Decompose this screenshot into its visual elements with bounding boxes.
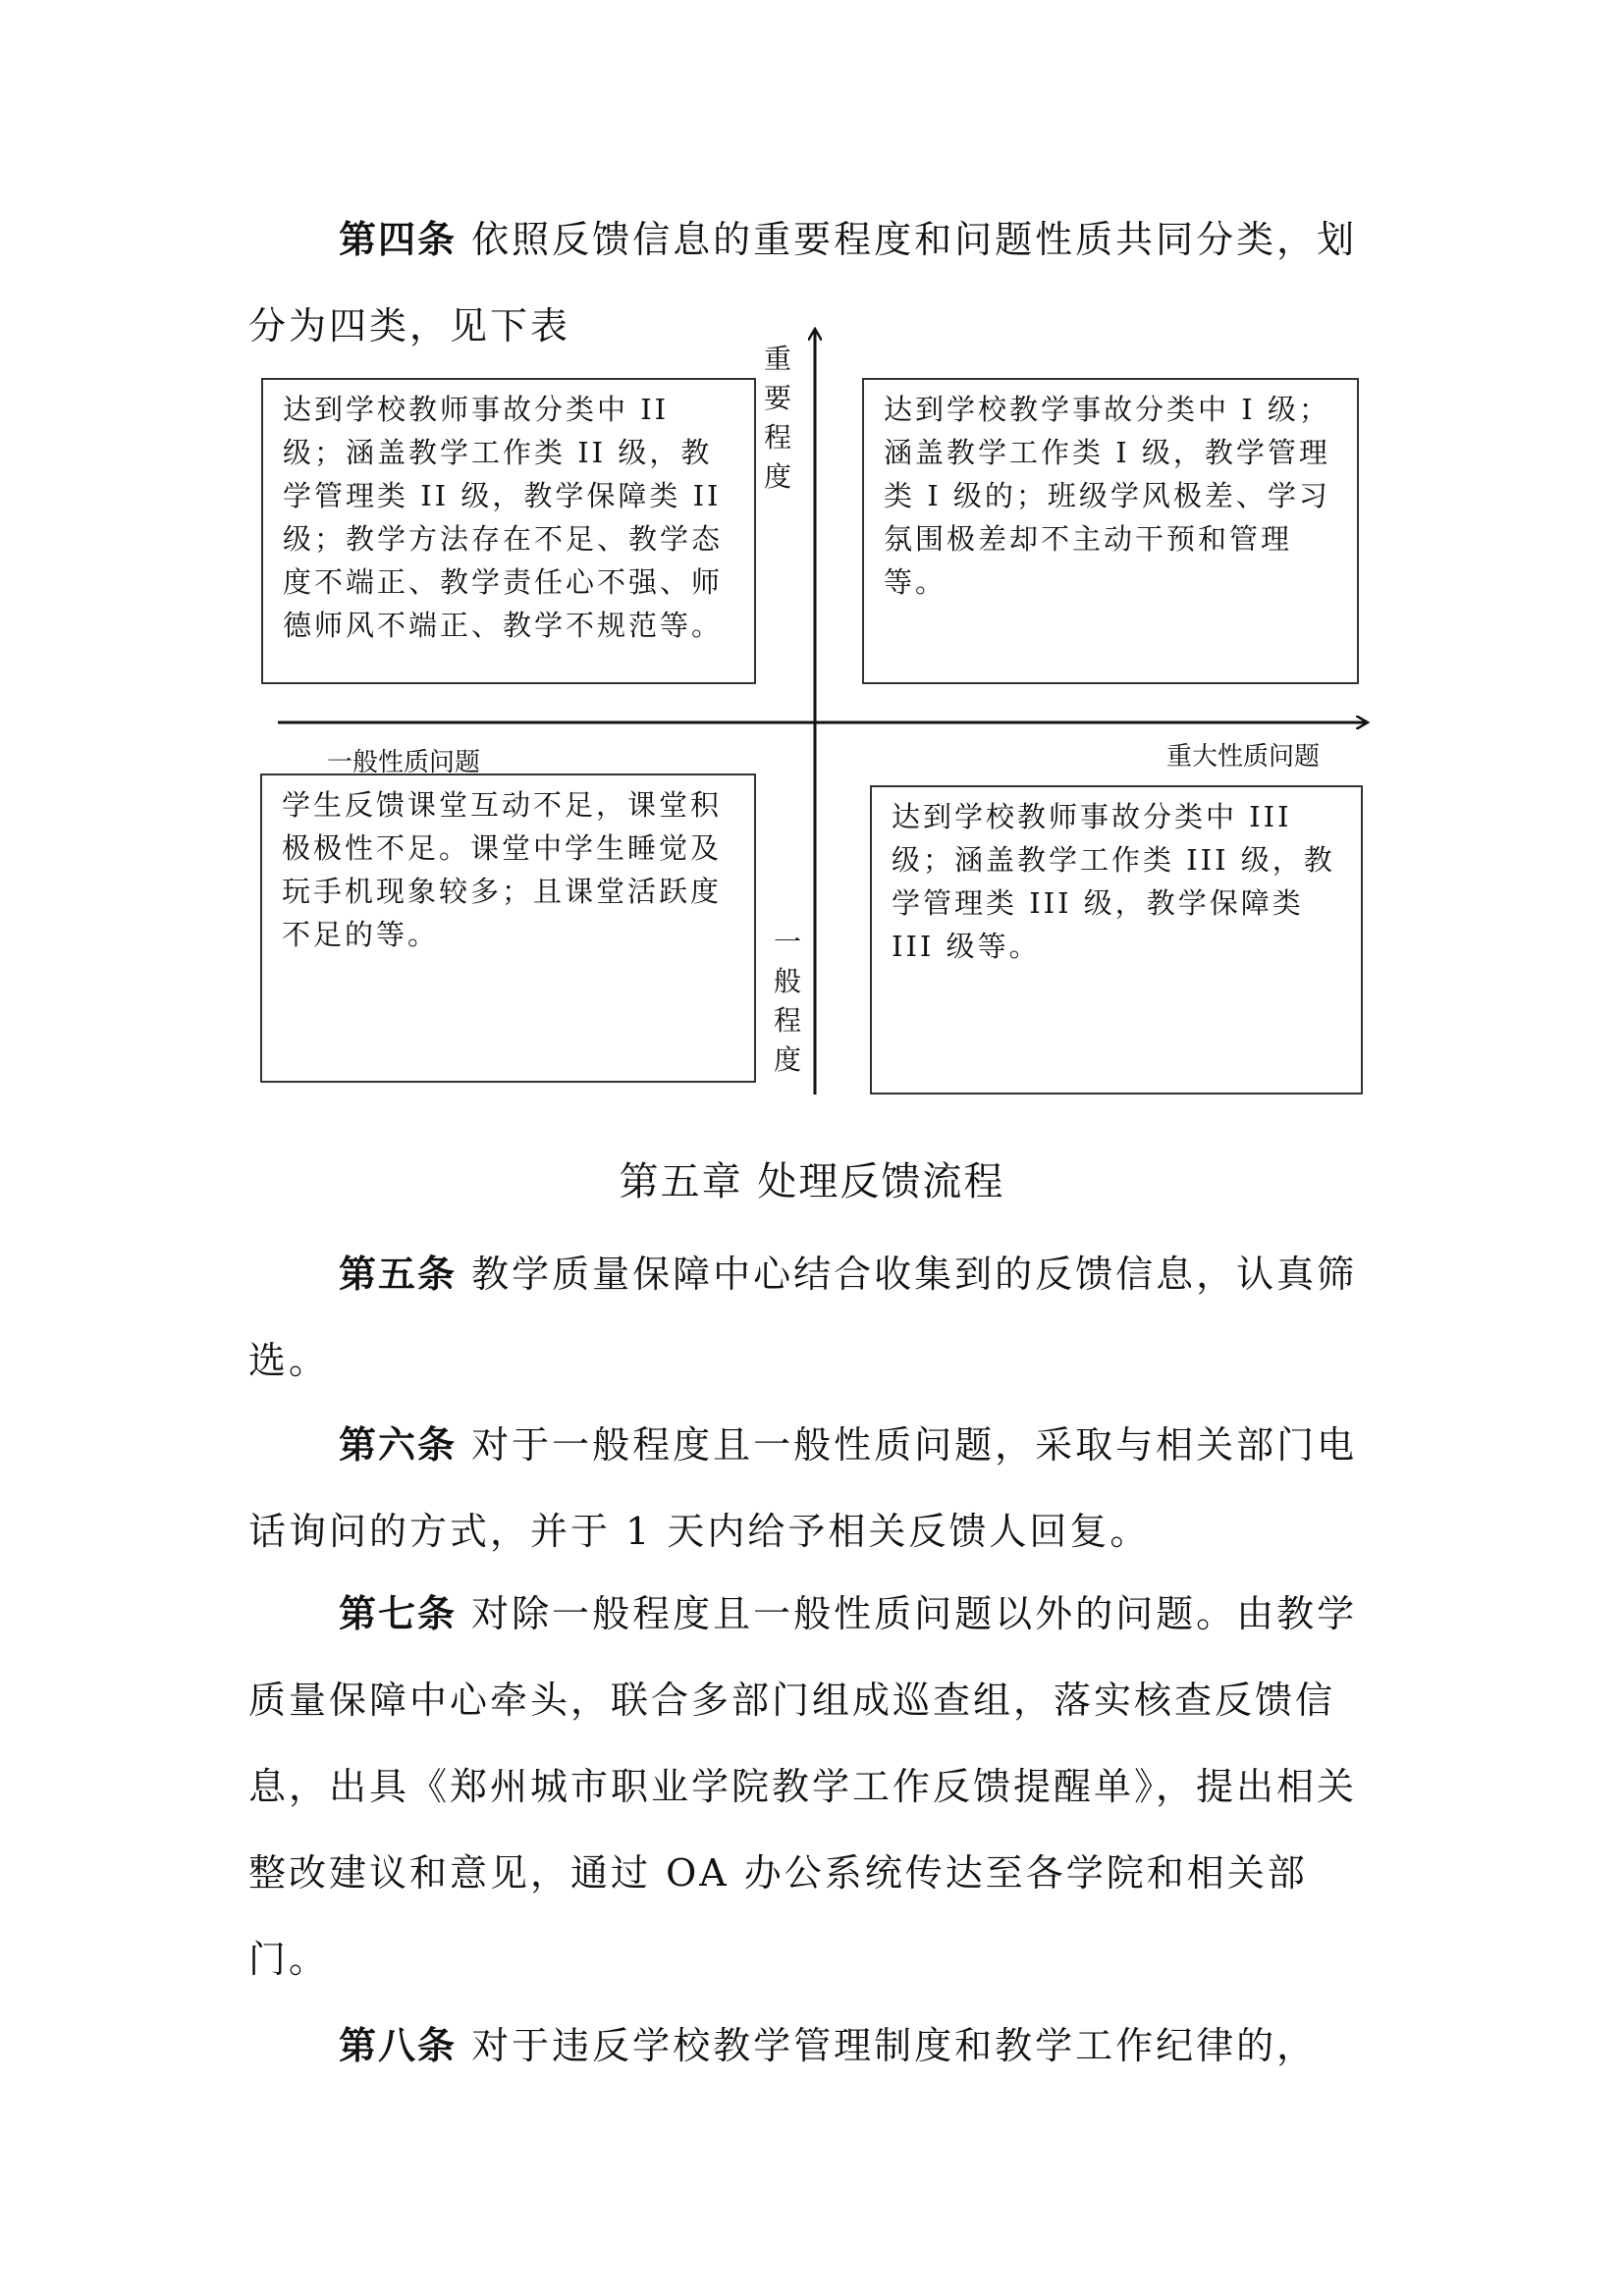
- quadrant-bottom-right: 达到学校教师事故分类中 III 级；涵盖教学工作类 III 级，教学管理类 III 级，教学保障类 III 级等。: [870, 785, 1363, 1095]
- article-6: [248, 1402, 1387, 1575]
- article-4-text: 依照反馈信息的重要程度和问题性质共同分类，划分为四类，见下表: [248, 218, 1358, 347]
- quadrant-bottom-left: 学生反馈课堂互动不足，课堂积极极性不足。课堂中学生睡觉及玩手机现象较多；且课堂活跃度不足的等。: [260, 774, 756, 1083]
- axis-right-label: 重大性质问题: [1166, 742, 1321, 772]
- axis-bottom-label: 一 般 程 度: [773, 926, 801, 1076]
- axis-left-label: 一般性质问题: [327, 748, 481, 777]
- quadrant-top-left: 达到学校教师事故分类中 II 级；涵盖教学工作类 II 级，教学管理类 II 级，教学保障类 II 级；教学方法存在不足、教学态度不端正、教学责任心不强、师德师风不端正、教学不规范等。: [261, 378, 756, 684]
- axis-top-label: 重 要 程 度: [763, 343, 791, 493]
- quadrant-top-right: 达到学校教学事故分类中 I 级；涵盖教学工作类 I 级，教学管理类 I 级的；班级学风极差、学习氛围极差却不主动干预和管理等。: [862, 378, 1359, 684]
- article-6-text: 对于一般程度且一般性质问题，采取与相关部门电话询问的方式，并于 1 天内给予相关反馈人回复。: [248, 1423, 1358, 1553]
- article-5-text: 教学质量保障中心结合收集到的反馈信息，认真筛选。: [248, 1253, 1358, 1382]
- article-5-lead: 第五条: [339, 1253, 458, 1296]
- quadrant-axes: [0, 0, 1624, 1119]
- article-4-lead: 第四条: [339, 218, 458, 261]
- chapter-title: 第五章 处理反馈流程: [619, 1159, 1005, 1204]
- article-7-lead: 第七条: [339, 1592, 458, 1635]
- article-6-lead: 第六条: [339, 1423, 458, 1467]
- article-8: [248, 2002, 1387, 2089]
- article-5: [248, 1231, 1387, 1404]
- article-8-lead: 第八条: [339, 2024, 458, 2067]
- article-7-text: 对除一般程度且一般性质问题以外的问题。由教学质量保障中心牵头，联合多部门组成巡查组，落实核查反馈信息，出具《郑州城市职业学院教学工作反馈提醒单》，提出相关整改建议和意见，通过 OA 办公系统传达至各学院和相关部门。: [248, 1592, 1358, 1981]
- article-7: [248, 1571, 1387, 2002]
- article-8-text: 对于违反学校教学管理制度和教学工作纪律的，: [457, 2024, 1318, 2067]
